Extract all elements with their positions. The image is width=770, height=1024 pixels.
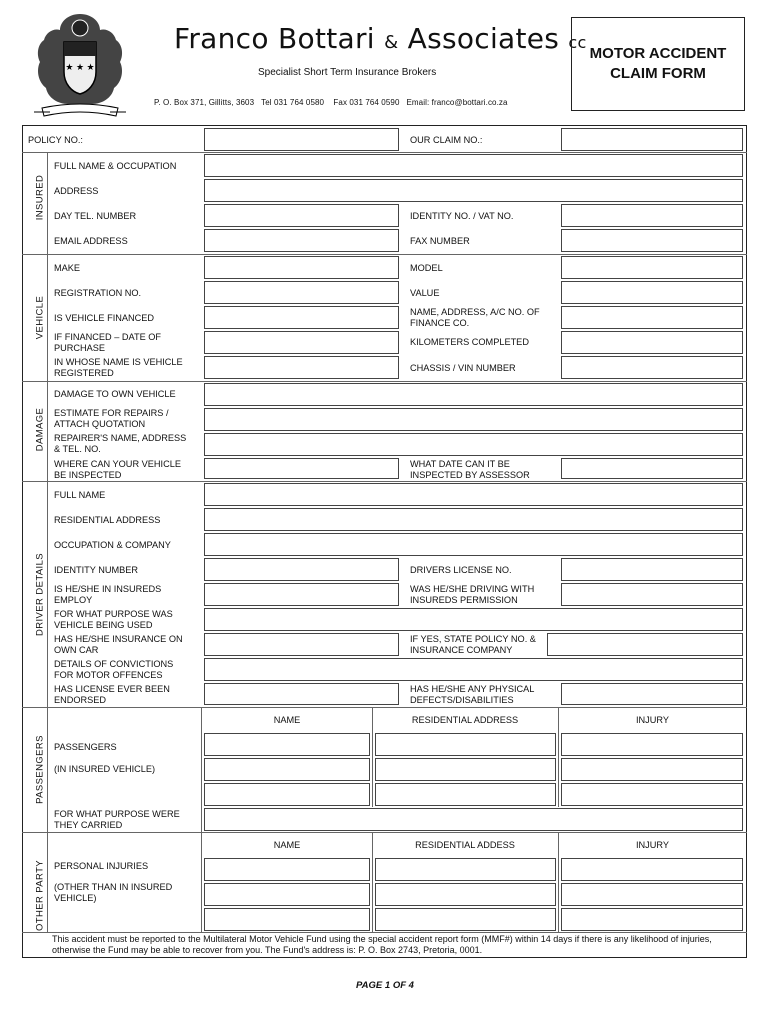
other-party-sublabel: (OTHER THAN IN INSURED VEHICLE): [54, 882, 173, 903]
passengers-purpose-field[interactable]: [204, 808, 743, 831]
driver-license-field[interactable]: [561, 558, 743, 581]
damage-where-inspected-field[interactable]: [204, 458, 399, 479]
vehicle-finance-co-label: NAME, ADDRESS, A/C NO. OF FINANCE CO.: [410, 307, 540, 328]
vehicle-chassis-field[interactable]: [561, 356, 743, 379]
other-party-3-injury[interactable]: [561, 908, 743, 931]
driver-identity-field[interactable]: [204, 558, 399, 581]
vehicle-financed-label: IS VEHICLE FINANCED: [54, 313, 155, 323]
passenger-2-address[interactable]: [375, 758, 556, 781]
passengers-sublabel: (IN INSURED VEHICLE): [54, 764, 156, 774]
insured-address-label: ADDRESS: [54, 186, 99, 196]
vehicle-make-field[interactable]: [204, 256, 399, 279]
other-party-label: PERSONAL INJURIES: [54, 861, 149, 871]
insured-fax-label: FAX NUMBER: [410, 236, 470, 246]
vehicle-model-label: MODEL: [410, 263, 443, 273]
driver-license-label: DRIVERS LICENSE NO.: [410, 565, 512, 575]
section-insured: INSURED: [34, 174, 46, 221]
divider: [22, 152, 747, 153]
driver-permission-field[interactable]: [561, 583, 743, 606]
other-party-2-address[interactable]: [375, 883, 556, 906]
vehicle-financed-field[interactable]: [204, 306, 399, 329]
vehicle-whose-name-label: IN WHOSE NAME IS VEHICLE REGISTERED: [54, 357, 183, 378]
vehicle-make-label: MAKE: [54, 263, 81, 273]
claim-no-field[interactable]: [561, 128, 743, 151]
vehicle-registration-field[interactable]: [204, 281, 399, 304]
driver-residential-label: RESIDENTIAL ADDRESS: [54, 515, 161, 525]
divider: [22, 707, 747, 708]
passenger-3-injury[interactable]: [561, 783, 743, 806]
driver-convictions-field[interactable]: [204, 658, 743, 681]
firm-tagline: Specialist Short Term Insurance Brokers: [258, 67, 437, 78]
insured-day-tel-label: DAY TEL. NUMBER: [54, 211, 137, 221]
section-passengers: PASSENGERS: [34, 735, 46, 804]
divider: [22, 481, 747, 482]
damage-where-inspected-label: WHERE CAN YOUR VEHICLE BE INSPECTED: [54, 459, 181, 480]
damage-what-date-label: WHAT DATE CAN IT BE INSPECTED BY ASSESSOR: [410, 459, 530, 480]
vehicle-date-purchase-label: IF FINANCED – DATE OF PURCHASE: [54, 332, 162, 353]
driver-employ-label: IS HE/SHE IN INSUREDS EMPLOY: [54, 584, 162, 605]
insured-email-label: EMAIL ADDRESS: [54, 236, 128, 246]
claim-no-label: OUR CLAIM NO.:: [410, 135, 483, 145]
insured-full-name-field[interactable]: [204, 154, 743, 177]
passengers-col-address: RESIDENTIAL ADDRESS: [411, 715, 519, 725]
divider: [22, 381, 747, 382]
driver-occupation-field[interactable]: [204, 533, 743, 556]
insured-identity-label: IDENTITY NO. / VAT NO.: [410, 211, 514, 221]
section-driver-details: DRIVER DETAILS: [34, 552, 46, 637]
firm-contact: P. O. Box 371, Gillitts, 3603 Tel 031 764 0580 Fax 031 764 0590 Email: franco@bottari.co.za: [154, 98, 508, 107]
damage-what-date-field[interactable]: [561, 458, 743, 479]
policy-no-label: POLICY NO.:: [28, 135, 83, 145]
driver-identity-label: IDENTITY NUMBER: [54, 565, 139, 575]
driver-convictions-label: DETAILS OF CONVICTIONS FOR MOTOR OFFENCES: [54, 659, 174, 680]
insured-email-field[interactable]: [204, 229, 399, 252]
form-title: MOTOR ACCIDENT CLAIM FORM: [571, 17, 745, 111]
passengers-col-name: NAME: [273, 715, 301, 725]
insured-full-name-label: FULL NAME & OCCUPATION: [54, 161, 177, 171]
insured-fax-field[interactable]: [561, 229, 743, 252]
driver-employ-field[interactable]: [204, 583, 399, 606]
passengers-col-injury: INJURY: [635, 715, 669, 725]
passenger-1-address[interactable]: [375, 733, 556, 756]
damage-estimate-label: ESTIMATE FOR REPAIRS / ATTACH QUOTATION: [54, 408, 169, 429]
damage-repairer-field[interactable]: [204, 433, 743, 456]
driver-endorsed-label: HAS LICENSE EVER BEEN ENDORSED: [54, 684, 170, 705]
divider: [22, 832, 747, 833]
vehicle-chassis-label: CHASSIS / VIN NUMBER: [410, 363, 516, 373]
insured-identity-field[interactable]: [561, 204, 743, 227]
passengers-left-line: [201, 707, 202, 832]
company-crest-logo: [30, 8, 130, 120]
driver-purpose-label: FOR WHAT PURPOSE WAS VEHICLE BEING USED: [54, 609, 173, 630]
vehicle-date-purchase-field[interactable]: [204, 331, 399, 354]
driver-own-insurance-field[interactable]: [204, 633, 399, 656]
section-other-party: OTHER PARTY: [34, 859, 46, 932]
other-party-1-name[interactable]: [204, 858, 370, 881]
vehicle-kilometers-label: KILOMETERS COMPLETED: [410, 337, 529, 347]
page-number: PAGE 1 OF 4: [356, 980, 414, 991]
driver-defects-field[interactable]: [561, 683, 743, 705]
vehicle-model-field[interactable]: [561, 256, 743, 279]
insured-day-tel-field[interactable]: [204, 204, 399, 227]
driver-policy-company-field[interactable]: [547, 633, 743, 656]
other-party-3-name[interactable]: [204, 908, 370, 931]
other-party-col-injury: INJURY: [635, 840, 669, 850]
divider: [22, 932, 747, 933]
driver-defects-label: HAS HE/SHE ANY PHYSICAL DEFECTS/DISABILITIES: [410, 684, 535, 705]
other-party-1-address[interactable]: [375, 858, 556, 881]
other-party-col-name: NAME: [273, 840, 301, 850]
divider: [22, 254, 747, 255]
vehicle-whose-name-field[interactable]: [204, 356, 399, 379]
vehicle-value-label: VALUE: [410, 288, 440, 298]
driver-policy-company-label: IF YES, STATE POLICY NO. & INSURANCE COMPANY: [410, 634, 536, 655]
other-party-3-address[interactable]: [375, 908, 556, 931]
driver-occupation-label: OCCUPATION & COMPANY: [54, 540, 171, 550]
vehicle-finance-co-field[interactable]: [561, 306, 743, 329]
firm-name: Franco Bottari & Associates cc: [174, 22, 587, 55]
other-party-1-injury[interactable]: [561, 858, 743, 881]
vehicle-value-field[interactable]: [561, 281, 743, 304]
driver-full-name-field[interactable]: [204, 483, 743, 506]
driver-own-insurance-label: HAS HE/SHE INSURANCE ON OWN CAR: [54, 634, 183, 655]
passengers-label: PASSENGERS: [54, 742, 117, 752]
passenger-3-name[interactable]: [204, 783, 370, 806]
other-party-2-injury[interactable]: [561, 883, 743, 906]
passenger-3-address[interactable]: [375, 783, 556, 806]
passenger-1-injury[interactable]: [561, 733, 743, 756]
damage-repairer-label: REPAIRER'S NAME, ADDRESS & TEL. NO.: [54, 433, 187, 454]
damage-estimate-field[interactable]: [204, 408, 743, 431]
insured-address-field[interactable]: [204, 179, 743, 202]
section-damage: DAMAGE: [34, 407, 46, 452]
vehicle-registration-label: REGISTRATION NO.: [54, 288, 142, 298]
svg-text:★ ★ ★: ★ ★ ★: [65, 62, 95, 72]
passenger-1-name[interactable]: [204, 733, 370, 756]
driver-full-name-label: FULL NAME: [54, 490, 106, 500]
other-party-col-address: RESIDENTIAL ADDESS: [415, 840, 515, 850]
damage-own-vehicle-label: DAMAGE TO OWN VEHICLE: [54, 389, 176, 399]
driver-purpose-field[interactable]: [204, 608, 743, 631]
damage-own-vehicle-field[interactable]: [204, 383, 743, 406]
mmf-notice: This accident must be reported to the Multilateral Motor Vehicle Fund using the special accident report form (MMF#) within 14 days if there is any likelihood of injuries, otherwise the Fund may be able to recover from you. The Fund's address is: P. O. Box 2743, Pretoria, 0001.: [52, 934, 712, 955]
section-vehicle: VEHICLE: [34, 295, 46, 340]
policy-no-field[interactable]: [204, 128, 399, 151]
driver-permission-label: WAS HE/SHE DRIVING WITH INSUREDS PERMISSION: [410, 584, 535, 605]
vehicle-kilometers-field[interactable]: [561, 331, 743, 354]
section-column-line: [47, 152, 48, 932]
driver-residential-field[interactable]: [204, 508, 743, 531]
passengers-purpose-label: FOR WHAT PURPOSE WERE THEY CARRIED: [54, 809, 180, 830]
passenger-2-name[interactable]: [204, 758, 370, 781]
driver-endorsed-field[interactable]: [204, 683, 399, 705]
passenger-2-injury[interactable]: [561, 758, 743, 781]
other-party-2-name[interactable]: [204, 883, 370, 906]
